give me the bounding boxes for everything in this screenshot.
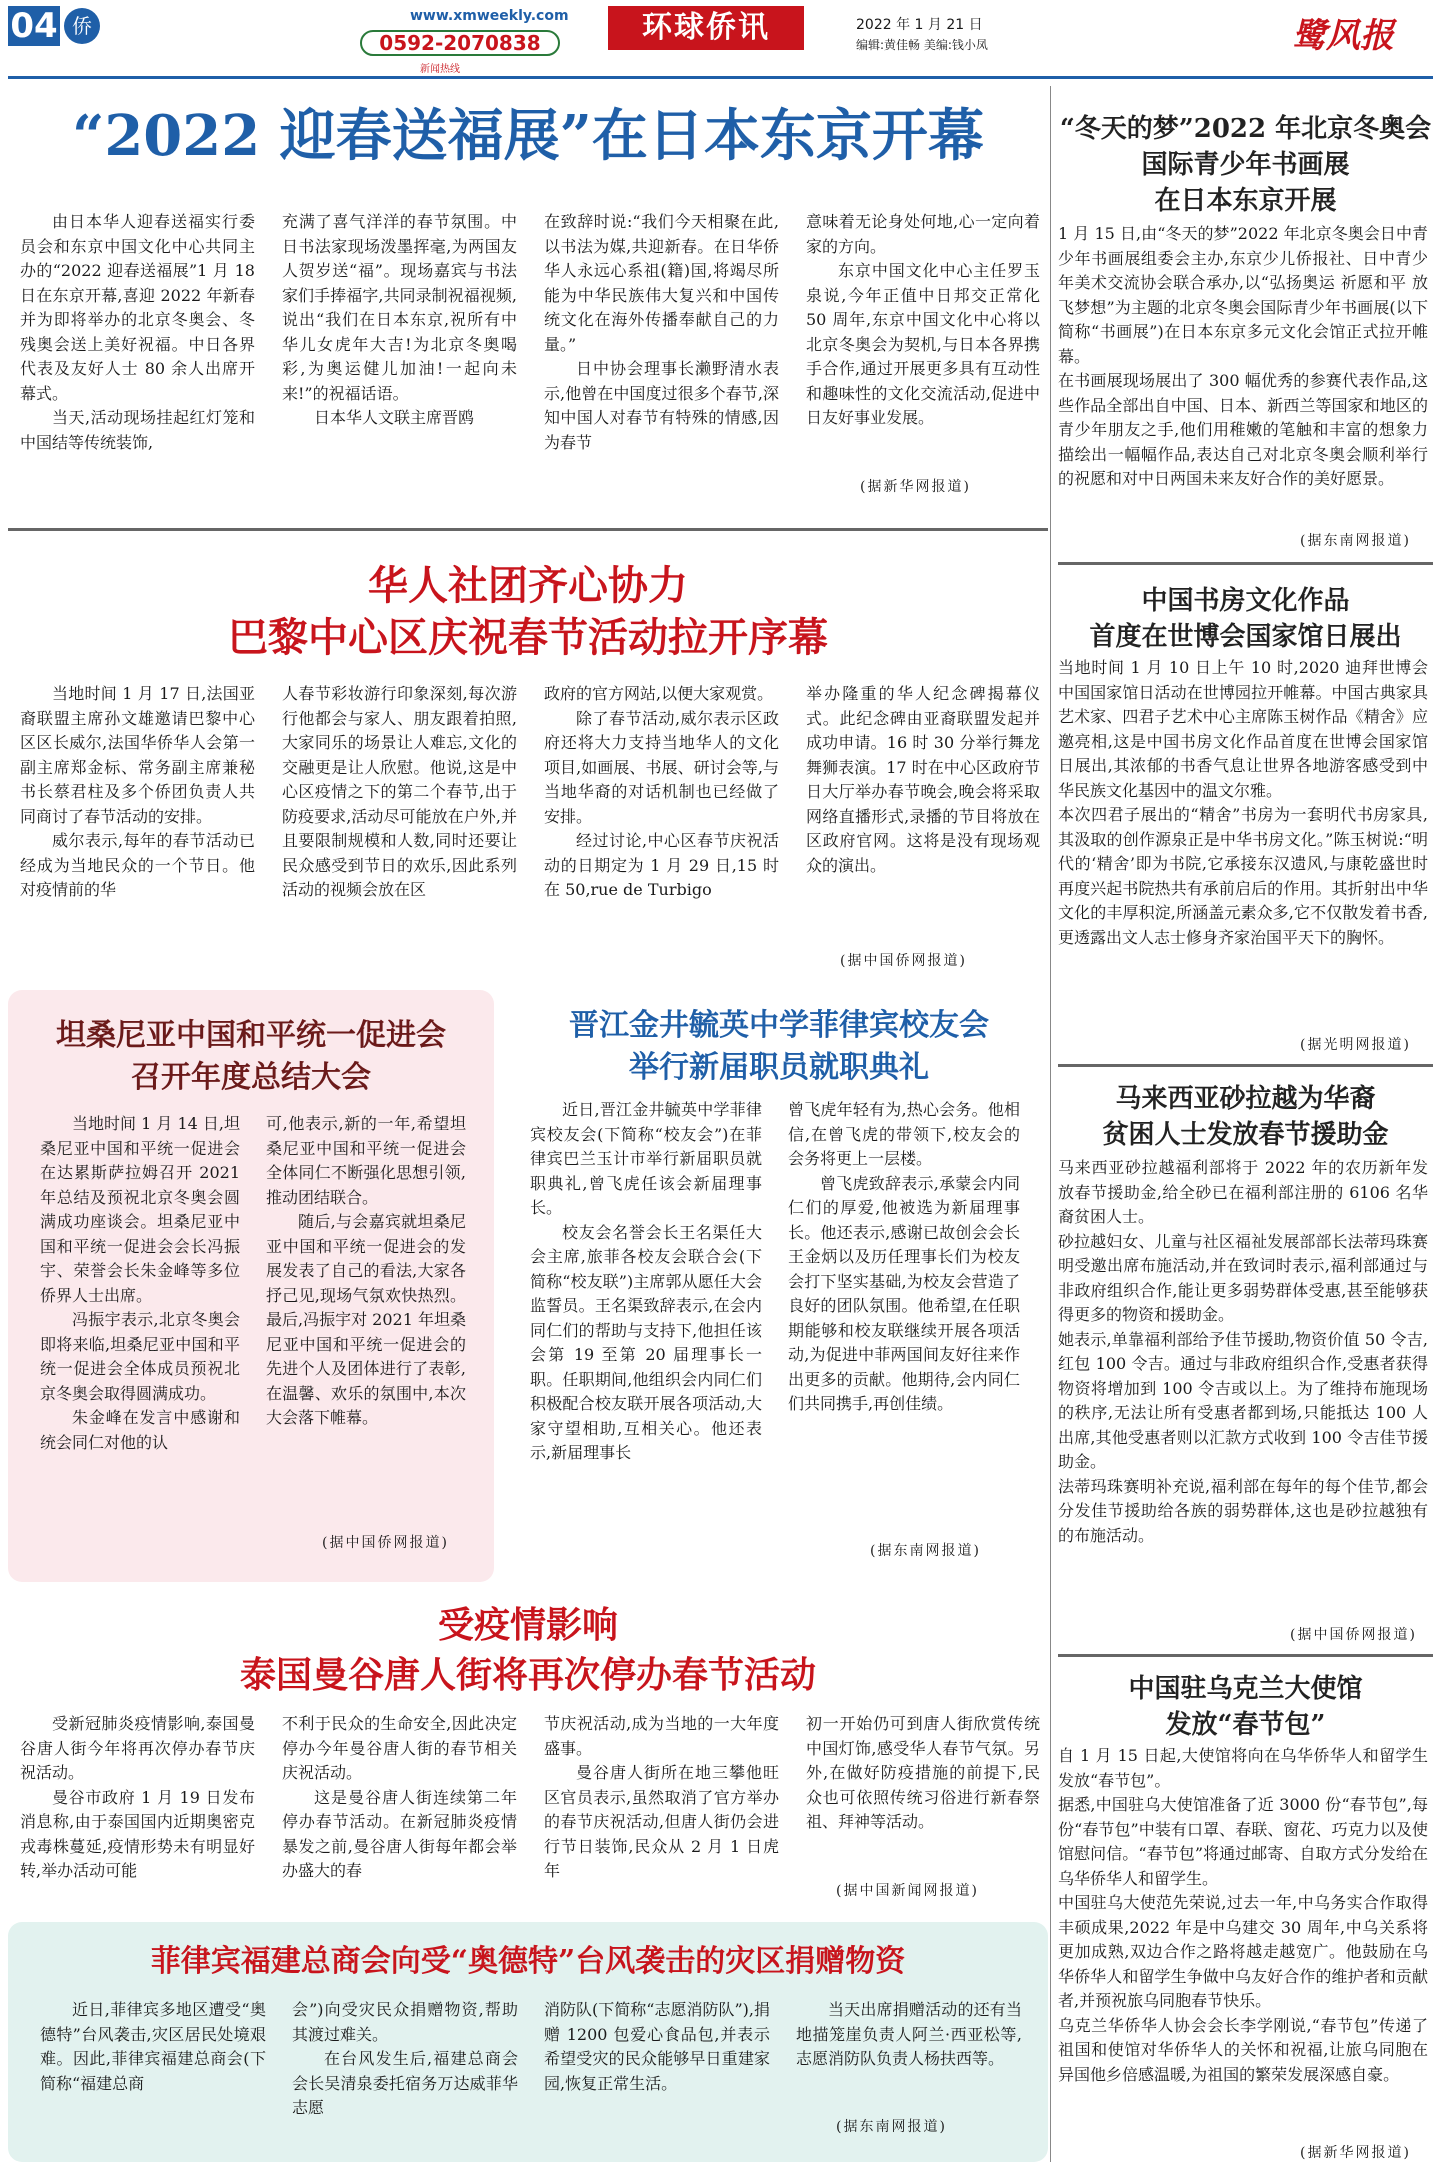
calligraphy-source: (据东南网报道)	[1300, 533, 1411, 549]
paris-source: (据中国侨网报道)	[840, 953, 967, 969]
paragraph: 日中协会理事长濑野清水表示,他曾在中国度过很多个春节,深知中国人对春节有特殊的情感,因为春节	[544, 359, 779, 452]
paragraph: 她表示,单靠福利部给予佳节援助,物资价值 50 令吉,红包 100 令吉。通过与非政府组织合作,受惠者获得物资将增加到 100 令吉或以上。为了维持布施现场的秩序,无法让所有受惠者都到场,只能抵达 100 人出席,其他受惠者则以汇款方式收到 100 令吉佳节援助金。	[1058, 1329, 1428, 1471]
paragraph: 东京中国文化中心主任罗玉泉说,今年正值中日邦交正常化 50 周年,东京中国文化中心将以北京冬奥会为契机,与日本各界携手合作,通过开展更多具有互动性和趣味性的文化交流活动,促进中日友好事业发展。	[806, 261, 1040, 427]
paragraph: 受新冠肺炎疫情影响,泰国曼谷唐人街今年将再次停办春节庆祝活动。	[20, 1714, 255, 1782]
bangkok-col-3	[544, 1712, 779, 1884]
paragraph: 近日,晋江金井毓英中学菲律宾校友会(下简称“校友会”)在菲律宾巴兰玉计市举行新届职员就职典礼,曾飞虎任该会新届理事长。	[530, 1100, 762, 1217]
paragraph: 自 1 月 15 日起,大使馆将向在乌华侨华人和留学生发放“春节包”。	[1058, 1746, 1428, 1790]
bangkok-col-2	[282, 1712, 517, 1884]
bookroom-source: (据光明网报道)	[1300, 1037, 1411, 1053]
tanzania-source: (据中国侨网报道)	[322, 1535, 449, 1551]
tanzania-headline-1: 坦桑尼亚中国和平统一促进会	[56, 1018, 446, 1053]
paragraph: 朱金峰在发言中感谢和统会同仁对他的认	[40, 1408, 240, 1452]
paragraph: 马来西亚砂拉越福利部将于 2022 年的农历新年发放春节援助金,给全砂已在福利部注册的 6106 名华裔贫困人士。	[1058, 1158, 1428, 1226]
tanzania-headline-2: 召开年度总结大会	[131, 1060, 371, 1095]
paris-headline-1: 华人社团齐心协力	[368, 563, 688, 609]
paragraph: 日本华人文联主席晋鸥	[314, 408, 475, 427]
news-hotline: 0592-2070838	[360, 30, 560, 56]
paragraph: 中国驻乌大使范先荣说,过去一年,中乌务实合作取得丰硕成果,2022 年是中乌建交 30 周年,中乌关系将更加成熟,双边合作之路将越走越宽广。他鼓励在乌华侨华人和留学生争做中乌友好合作的维护者和贡献者,并预祝旅乌同胞春节快乐。	[1058, 1893, 1428, 2010]
paragraph: 除了春节活动,威尔表示区政府还将大力支持当地华人的文化项目,如画展、书展、研讨会等,与当地华裔的对话机制也已经做了安排。	[544, 708, 779, 826]
tanzania-col-2	[266, 1112, 466, 1431]
philippines-col-1	[40, 1998, 266, 2096]
page-number: 04	[8, 6, 60, 46]
paragraph: 当地时间 1 月 14 日,坦桑尼亚中国和平统一促进会在达累斯萨拉姆召开 2021 年总结及预祝北京冬奥会圆满成功座谈会。坦桑尼亚中国和平统一促进会会长冯振宇、荣誉会长朱金峰等多位侨界人士出席。	[40, 1114, 240, 1305]
paris-col-2	[282, 682, 517, 903]
jinjiang-source: (据东南网报道)	[870, 1543, 981, 1559]
tokyo-body	[20, 210, 1040, 510]
paris-body	[20, 682, 1040, 972]
leaf-icon: 侨	[64, 8, 100, 44]
tokyo-col-3	[544, 210, 779, 455]
jinjiang-col-2	[788, 1098, 1020, 1417]
ukraine-headline-2: 发放“春节包”	[1165, 1710, 1326, 1740]
paragraph: 消防队(下简称“志愿消防队”),捐赠 1200 包爱心食品包,并表示希望受灾的民众能够早日重建家园,恢复正常生活。	[544, 2000, 770, 2093]
sarawak-headline-2: 贫困人士发放春节援助金	[1102, 1120, 1389, 1150]
jinjiang-body	[530, 1098, 1030, 1558]
paris-col-4	[806, 682, 1040, 878]
paragraph: 据悉,中国驻乌大使馆准备了近 3000 份“春节包”,每份“春节包”中装有口罩、春联、窗花、巧克力以及使馆慰问信。“春节包”将通过邮寄、自取方式分发给在乌华侨华人和留学生。	[1058, 1795, 1428, 1888]
jinjiang-col-1	[530, 1098, 762, 1466]
paragraph: 初一开始仍可到唐人街欣赏传统中国灯饰,感受华人春节气氛。另外,在做好防疫措施的前提下,民众也可依照传统习俗进行新春祭祖、拜神等活动。	[806, 1714, 1040, 1831]
paragraph: 1 月 15 日,由“冬天的梦”2022 年北京冬奥会日中青少年书画展组委会主办,东京少儿侨报社、日中青少年美术交流协会联合承办,以“弘扬奥运 祈愿和平 放飞梦想”为主题的北京冬奥会国际青少年书画展(以下简称“书画展”)在日本东京多元文化会馆正式拉开帷幕。	[1058, 224, 1428, 366]
paragraph: 经过讨论,中心区春节庆祝活动的日期定为 1 月 29 日,15 时在 50,rue de Turbigo	[544, 831, 779, 899]
paragraph: 人春节彩妆游行印象深刻,每次游行他都会与家人、朋友跟着拍照,大家同乐的场景让人难忘,文化的交融更是让人欣慰。他说,这是中心区疫情之下的第二个春节,出于防疫要求,活动尽可能放在户外,并且要限制规模和人数,同时还要让民众感受到节日的欢乐,因此系列活动的视频会放在区	[282, 684, 517, 899]
paragraph: 充满了喜气洋洋的春节氛围。中日书法家现场泼墨挥毫,为两国友人贺岁送“福”。现场嘉宾与书法家们手捧福字,共同录制祝福视频,说出“我们在日本东京,祝所有中华儿女虎年大吉!为北京冬奥喝彩,为奥运健儿加油!一起向未来!”的祝福话语。	[282, 212, 517, 403]
philippines-col-4	[796, 1998, 1022, 2072]
sarawak-body	[1058, 1156, 1428, 1548]
paragraph: 冯振宇表示,北京冬奥会即将来临,坦桑尼亚中国和平统一促进会全体成员预祝北京冬奥会取得圆满成功。	[40, 1310, 240, 1403]
tanzania-col-1	[40, 1112, 240, 1455]
paper-logo: 鹭风报	[1292, 16, 1394, 56]
bangkok-body	[20, 1712, 1040, 1902]
bookroom-body	[1058, 656, 1428, 950]
masthead-rule	[8, 76, 1433, 79]
calligraphy-body	[1058, 222, 1428, 492]
paragraph: 政府的官方网站,以便大家观赏。	[544, 684, 774, 703]
paragraph: 当地时间 1 月 10 日上午 10 时,2020 迪拜世博会中国国家馆日活动在世博园拉开帷幕。中国古典家具艺术家、四君子艺术中心主席陈玉树作品《精舍》应邀亮相,这是中国书房文化作品首度在世博会国家馆日展出,其浓郁的书香气息让世界各地游客感受到中华民族文化基因中的温文尔雅。	[1058, 658, 1428, 800]
bookroom-headline-2: 首度在世博会国家馆日展出	[1089, 622, 1402, 652]
paragraph: 乌克兰华侨华人协会会长李学刚说,“春节包”传递了祖国和使馆对华侨华人的关怀和祝福,让旅乌同胞在异国他乡倍感温暖,为祖国的繁荣发展深感自豪。	[1058, 2015, 1428, 2084]
paragraph: 举办隆重的华人纪念碑揭幕仪式。此纪念碑由亚裔联盟发起并成功申请。16 时 30 分举行舞龙舞狮表演。17 时在中心区政府节日大厅举办春节晚会,晚会将采取网络直播形式,录播的节目将放在区政府官网。这将是没有现场观众的演出。	[806, 684, 1040, 875]
section-rule	[1058, 1654, 1433, 1657]
paragraph: 在致辞时说:“我们今天相聚在此,以书法为媒,共迎新春。在日华侨华人永远心系祖(籍)国,将竭尽所能为中华民族伟大复兴和中国传统文化在海外传播奉献自己的力量。”	[544, 212, 779, 354]
paragraph: 曼谷市政府 1 月 19 日发布消息称,由于泰国国内近期奥密克戎毒株蔓延,疫情形势未有明显好转,举办活动可能	[20, 1787, 255, 1880]
paragraph: 会”)向受灾民众捐赠物资,帮助其渡过难关。	[292, 2000, 518, 2044]
paragraph: 威尔表示,每年的春节活动已经成为当地民众的一个节日。他对疫情前的华	[20, 831, 255, 899]
sarawak-headline-1: 马来西亚砂拉越为华裔	[1115, 1084, 1376, 1114]
paris-col-3	[544, 682, 779, 903]
paragraph: 随后,与会嘉宾就坦桑尼亚中国和平统一促进会的发展发表了自己的看法,大家各抒己见,现场气氛欢快热烈。最后,冯振宇对 2021 年坦桑尼亚中国和平统一促进会的先进个人及团体进行了表彰,在温馨、欢乐的氛围中,本次大会落下帷幕。	[266, 1212, 466, 1427]
paragraph: 由日本华人迎春送福实行委员会和东京中国文化中心共同主办的“2022 迎春送福展”1 月 18 日在东京开幕,喜迎 2022 年新春并为即将举办的北京冬奥会、冬残奥会送上美好祝福。中日各界代表及友好人士 80 余人出席开幕式。	[20, 212, 255, 403]
calligraphy-headline-2: 国际青少年书画展	[1141, 150, 1350, 180]
philippines-col-2	[292, 1998, 518, 2121]
editor-credits: 编辑:黄佳畅 美编:钱小凤	[856, 38, 988, 52]
paragraph: 这是曼谷唐人街连续第二年停办春节活动。在新冠肺炎疫情暴发之前,曼谷唐人街每年都会举办盛大的春	[282, 1787, 517, 1880]
paragraph: 砂拉越妇女、儿童与社区福祉发展部部长法蒂玛珠赛明受邀出席布施活动,并在致词时表示,福利部通过与非政府组织合作,能让更多弱势群体受惠,甚至能够获得更多的物资和援助金。	[1058, 1231, 1428, 1324]
section-rule	[1058, 1064, 1433, 1067]
paragraph: 意味着无论身处何地,心一定向着家的方向。	[806, 212, 1040, 256]
hotline-label: 新闻热线	[420, 64, 460, 75]
tokyo-source: (据新华网报道)	[860, 479, 971, 495]
sarawak-source: (据中国侨网报道)	[1290, 1627, 1417, 1643]
tokyo-col-1	[20, 210, 255, 455]
website-url[interactable]: www.xmweekly.com	[410, 8, 569, 24]
paragraph: 当地时间 1 月 17 日,法国亚裔联盟主席孙文雄邀请巴黎中心区区长威尔,法国华侨华人会第一副主席郑金标、常务副主席兼秘书长蔡君柱及多个侨团负责人共同商讨了春节活动的安排。	[20, 684, 255, 826]
ukraine-source: (据新华网报道)	[1300, 2142, 1411, 2162]
sidebar-divider	[1050, 86, 1051, 2162]
section-rule	[1058, 562, 1433, 565]
issue-date: 2022 年 1 月 21 日	[856, 17, 983, 33]
paragraph: 当天,活动现场挂起红灯笼和中国结等传统装饰,	[20, 408, 255, 452]
paragraph: 节庆祝活动,成为当地的一大年度盛事。	[544, 1714, 779, 1758]
section-title: 环球侨讯	[608, 6, 804, 50]
paragraph: 可,他表示,新的一年,希望坦桑尼亚中国和平统一促进会全体同仁不断强化思想引领,推动团结联合。	[266, 1114, 466, 1207]
paragraph: 曾飞虎致辞表示,承蒙会内同仁们的厚爱,他被选为新届理事长。他还表示,感谢已故创会会长王金炳以及历任理事长们为校友会打下坚实基础,为校友会营造了良好的团队氛围。他希望,在任职期能够和校友联继续开展各项活动,为促进中菲两国间友好往来作出更多的贡献。他期待,会内同仁们共同携手,再创佳绩。	[788, 1173, 1020, 1413]
ukraine-headline-1: 中国驻乌克兰大使馆	[1128, 1674, 1363, 1704]
paragraph: 法蒂玛珠赛明补充说,福利部在每年的每个佳节,都会分发佳节援助给各族的弱势群体,这也是砂拉越独有的布施活动。	[1058, 1476, 1428, 1545]
tokyo-headline: “2022 迎春送福展”在日本东京开幕	[72, 103, 984, 169]
philippines-source: (据东南网报道)	[836, 2119, 947, 2135]
bangkok-headline-2: 泰国曼谷唐人街将再次停办春节活动	[239, 1655, 816, 1696]
philippines-col-3	[544, 1998, 770, 2096]
paragraph: 曾飞虎年轻有为,热心会务。他相信,在曾飞虎的带领下,校友会的会务将更上一层楼。	[788, 1100, 1020, 1168]
bookroom-headline-1: 中国书房文化作品	[1141, 586, 1350, 616]
tanzania-body	[40, 1112, 480, 1542]
paragraph: 曼谷唐人街所在地三攀他旺区官员表示,虽然取消了官方举办的春节庆祝活动,但唐人街仍会进行节日装饰,民众从 2 月 1 日虎年	[544, 1763, 779, 1880]
calligraphy-headline-1: “冬天的梦”2022 年北京冬奥会	[1059, 114, 1432, 144]
philippines-headline: 菲律宾福建总商会向受“奥德特”台风袭击的灾区捐赠物资	[150, 1944, 906, 1979]
jinjiang-headline-2: 举行新届职员就职典礼	[629, 1050, 929, 1085]
bangkok-col-1	[20, 1712, 255, 1884]
section-rule	[8, 528, 1048, 531]
paragraph: 本次四君子展出的“精舍”书房为一套明代书房家具,其汲取的创作源泉正是中华书房文化。”陈玉树说:“明代的‘精舍’即为书院,它承接东汉遗风,与康乾盛世时再度兴起书院热共有承前启后的作用。其折射出中华文化的丰厚积淀,所涵盖元素众多,它不仅散发着书香,更透露出文人志士修身齐家治国平天下的胸怀。	[1058, 805, 1428, 947]
calligraphy-headline-3: 在日本东京开展	[1154, 186, 1337, 216]
paragraph: 近日,菲律宾多地区遭受“奥德特”台风袭击,灾区居民处境艰难。因此,菲律宾福建总商会(下简称“福建总商	[40, 2000, 266, 2093]
paragraph: 在书画展现场展出了 300 幅优秀的参赛代表作品,这些作品全部出自中国、日本、新西兰等国家和地区的青少年朋友之手,他们用稚嫩的笔触和丰富的想象力描绘出一幅幅作品,表达自己对北京冬奥会顺利举行的祝愿和对中日两国未来友好合作的美好愿景。	[1058, 371, 1428, 488]
paragraph: 校友会名誉会长王名渠任大会主席,旅菲各校友会联合会(下简称“校友联”)主席郭从愿任大会监誓员。王名渠致辞表示,在会内同仁们的帮助与支持下,他担任该会第 19 至第 20 届理事长一职。任职期间,他组织会内同仁们积极配合校友联开展各项活动,大家守望相助,互相关心。他还表示,新届理事长	[530, 1222, 762, 1462]
paragraph: 当天出席捐赠活动的还有当地描笼崖负责人阿兰·西亚松等,志愿消防队负责人杨扶西等。	[796, 2000, 1022, 2068]
paragraph: 在台风发生后,福建总商会会长吴清泉委托宿务万达威菲华志愿	[292, 2049, 518, 2117]
bangkok-headline-1: 受疫情影响	[437, 1605, 618, 1646]
bangkok-col-4	[806, 1712, 1040, 1835]
tokyo-col-4	[806, 210, 1040, 431]
paragraph: 不利于民众的生命安全,因此决定停办今年曼谷唐人街的春节相关庆祝活动。	[282, 1714, 517, 1782]
ukraine-body	[1058, 1744, 1428, 2140]
paris-headline-2: 巴黎中心区庆祝春节活动拉开序幕	[228, 615, 828, 661]
paris-col-1	[20, 682, 255, 903]
bangkok-source: (据中国新闻网报道)	[836, 1883, 979, 1899]
jinjiang-headline-1: 晋江金井毓英中学菲律宾校友会	[569, 1008, 989, 1043]
tokyo-col-2	[282, 210, 517, 431]
